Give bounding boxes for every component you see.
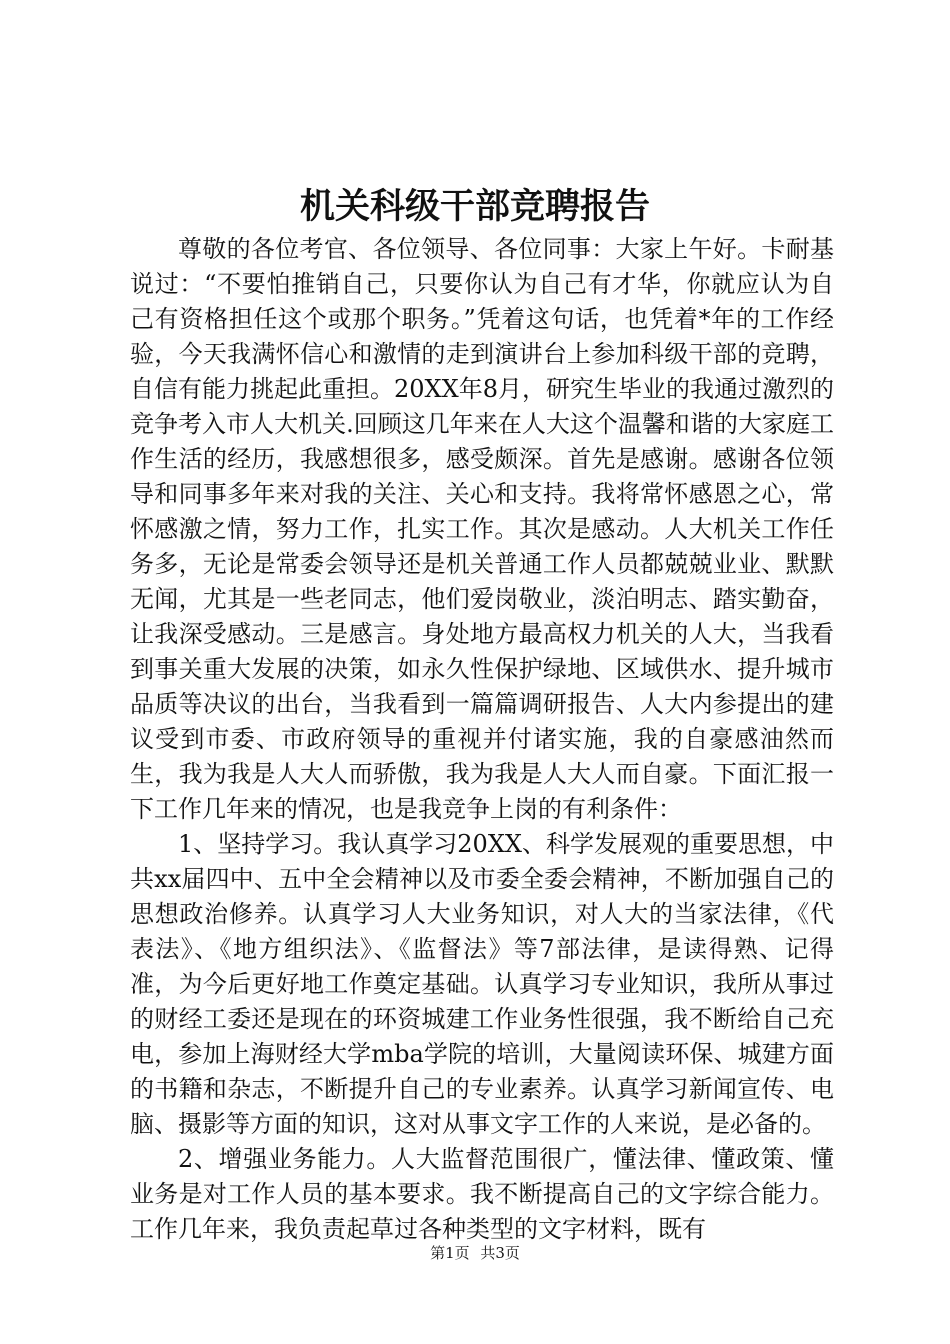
- page-footer: [0, 1242, 950, 1264]
- paragraph-ability: 2、增强业务能力。人大监督范围很广，懂法律、懂政策、懂业务是对工作人员的基本要求。我不断提高自己的文字综合能力。工作几年来，我负责起草过各种类型的文字材料，既有: [130, 1145, 834, 1243]
- document-title: 机关科级干部竞聘报告: [299, 186, 650, 227]
- paragraph-study: 1、坚持学习。我认真学习20XX、科学发展观的重要思想，中共xx届四中、五中全会精神以及市委全委会精神，不断加强自己的思想政治修养。认真学习人大业务知识，对人大的当家法律，《代表法》、《地方组织法》、《监督法》等7部法律，是读得熟、记得准，为今后更好地工作奠定基础。认真学习专业知识，我所从事过的财经工委还是现在的环资城建工作业务性很强，我不断给自己充电，参加上海财经大学mba学院的培训，大量阅读环保、城建方面的书籍和杂志，不断提升自己的专业素养。认真学习新闻宣传、电脑、摄影等方面的知识，这对从事文字工作的人来说，是必备的。: [130, 830, 834, 1138]
- paragraph-intro: 尊敬的各位考官、各位领导、各位同事：大家上午好。卡耐基说过：“不要怕推销自己，只要你认为自己有才华，你就应认为自己有资格担任这个或那个职务。”凭着这句话，也凭着*年的工作经验，今天我满怀信心和激情的走到演讲台上参加科级干部的竞聘，自信有能力挑起此重担。20XX年8月，研究生毕业的我通过激烈的竞争考入市人大机关.回顾这几年来在人大这个温馨和谐的大家庭工作生活的经历，我感想很多，感受颇深。首先是感谢。感谢各位领导和同事多年来对我的关注、关心和支持。我将常怀感恩之心，常怀感激之情，努力工作，扎实工作。其次是感动。人大机关工作任务多，无论是常委会领导还是机关普通工作人员都兢兢业业、默默无闻，尤其是一些老同志，他们爱岗敬业，淡泊明志、踏实勤奋，让我深受感动。三是感言。身处地方最高权力机关的人大，当我看到事关重大发展的决策，如永久性保护绿地、区域供水、提升城市品质等决议的出台，当我看到一篇篇调研报告、人大内参提出的建议受到市委、市政府领导的重视并付诸实施，我的自豪感油然而生，我为我是人大人而骄傲，我为我是人大人而自豪。下面汇报一下工作几年来的情况，也是我竞争上岗的有利条件：: [130, 235, 834, 823]
- document-body: [130, 232, 834, 1247]
- page-total: 共3页: [480, 1244, 520, 1262]
- page-number: 第1页: [430, 1244, 470, 1262]
